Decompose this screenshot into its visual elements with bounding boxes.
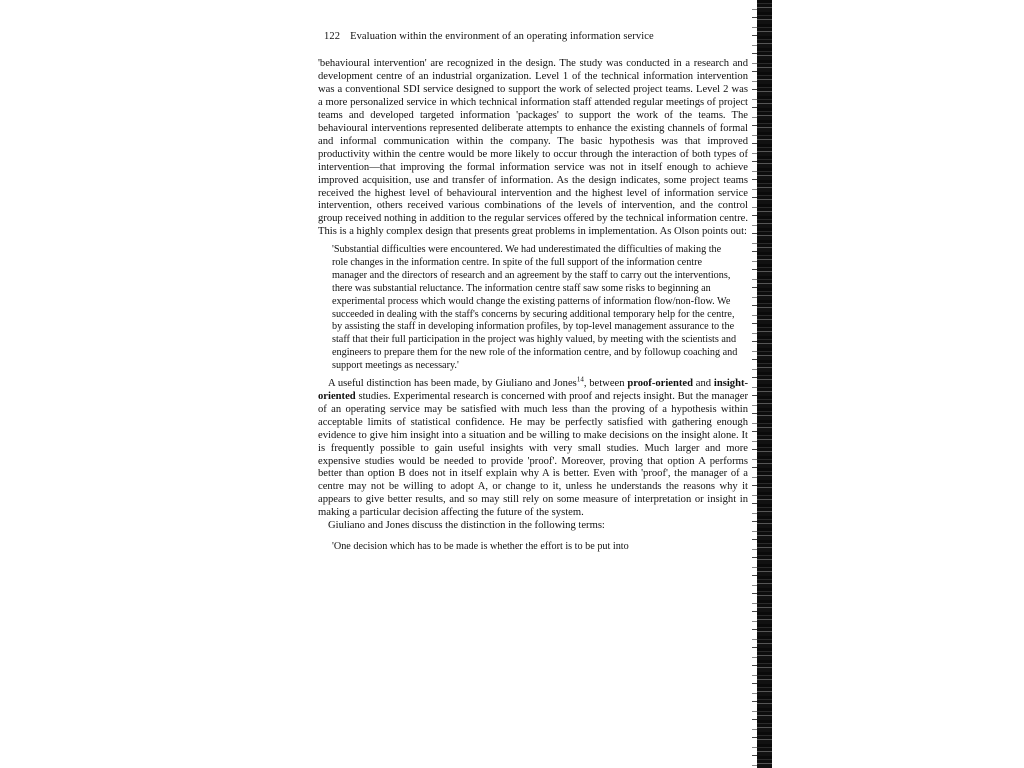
paragraph-2-rest: studies. Experimental research is concerned with proof and rejects insight. But the manager of an operating service may be satisfied with much less than the proving of a hypothesis within acceptable limits of statistical confidence. He may be perfectly satisfied with gathering enough evidence to give him insight into a situation and be willing to make decisions on the insight alone. It is frequently possible to gain useful insights with very small studies. Much larger and more expensive studies would be needed to provide 'proof'. Moreover, proving that option A performs better than option B does not in itself explain why A is better. Even with 'proof', the manager of a centre may not be willing to adopt A, or change to it, unless he understands the reasons why it appears to give better results, and so may still rely on some measure of interpretation or insight in making a particular decision affecting the future of the system.: [318, 390, 748, 519]
running-head: [324, 30, 748, 44]
running-title: Evaluation within the environment of an operating information service: [350, 31, 654, 42]
book-page: [318, 30, 748, 768]
term-insight-oriented: insight-oriented: [318, 377, 748, 402]
page-number: 122: [324, 31, 341, 42]
block-quote-giuliano-start: 'One decision which has to be made is whether the effort is to be put into: [332, 541, 629, 553]
paragraph-2-start: A useful distinction has been made, by Giuliano and Jones: [328, 377, 577, 389]
paragraph-3: Giuliano and Jones discuss the distinction in the following terms:: [328, 520, 605, 532]
paragraph-1: 'behavioural intervention' are recognized in the design. The study was conducted in a research and development centre of an industrial organization. Level 1 of the technical information intervention was a conventional SDI service designed to support the work of selected project teams. Level 2 was a more personalized service in which technical information staff attended regular meetings of project teams and developed targeted information 'packages' to support the work of the teams. The behavioural interventions represented deliberate attempts to enhance the existing channels of formal and informal communication within the company. The basic hypothesis was that improved productivity within the centre would be more likely to occur through the interaction of both types of intervention—that improving the formal information service was not in itself enough to achieve improved acquisition, use and transfer of information. As the design indicates, some project teams received the highest level of behavioural intervention and the highest level of information service intervention, others received various combinations of the levels of intervention, and the control group received nothing in addition to the regular services offered by the technical information centre. This is a highly complex design that presents great problems in implementation. As Olson points out:: [318, 58, 748, 238]
paragraph-2-and: and: [693, 377, 714, 389]
term-proof-oriented: proof-oriented: [627, 377, 694, 389]
footnote-ref-14: 14: [576, 375, 584, 384]
paragraph-2-mid: , between: [583, 377, 625, 389]
scan-edge: [757, 0, 772, 768]
paragraph-2: [318, 375, 748, 520]
block-quote-olson: 'Substantial difficulties were encountered. We had underestimated the difficulties of making the role changes in the information centre. In spite of the full support of the information centre manager and the directors of research and an agreement by the staff to carry out the interventions, there was substantial reluctance. The information centre staff saw some risks to beginning an experimental process which would change the existing patterns of information flow/non-flow. We succeeded in dealing with the staff's concerns by securing additional temporary help for the centre, by assisting the staff in developing information profiles, by top-level management assurance to the staff that their full participation in the project was highly valued, by meeting with the scientists and engineers to prepare them for the new role of the information centre, and by followup coaching and support meetings as necessary.': [332, 244, 738, 371]
